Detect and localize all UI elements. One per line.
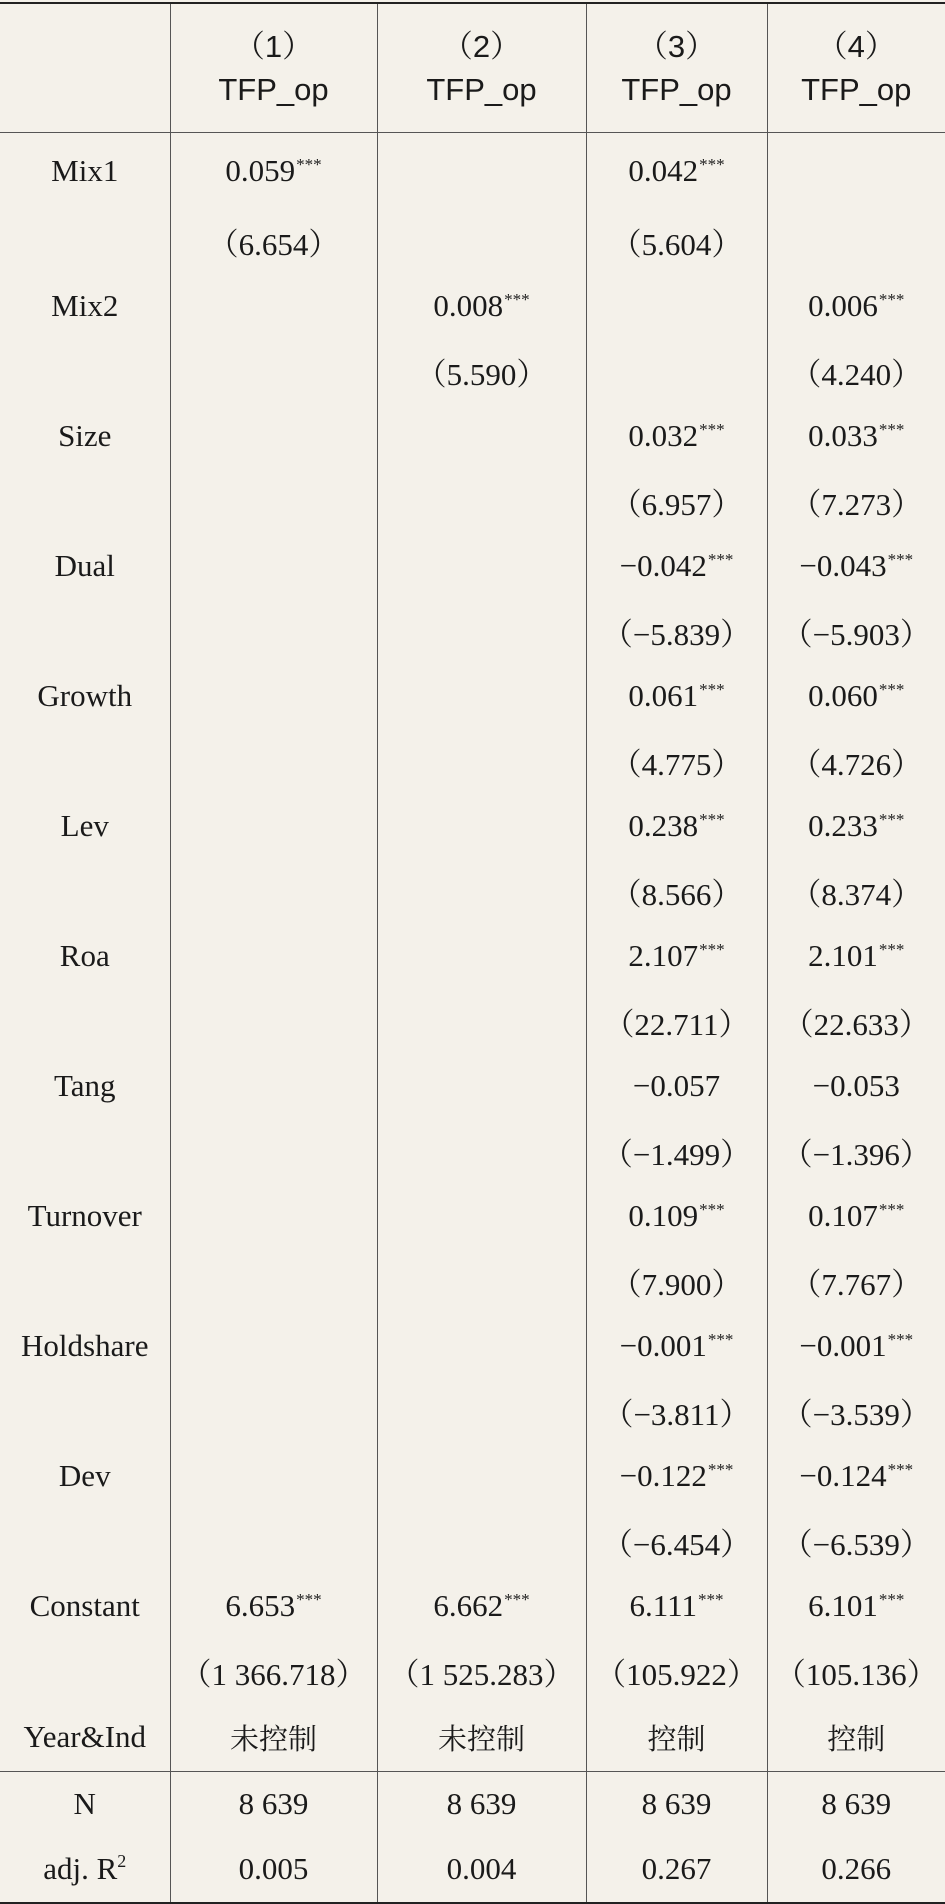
table-cell <box>377 1509 586 1574</box>
table-cell <box>767 1574 945 1639</box>
table-cell <box>170 924 377 989</box>
cell-value: 0.033 <box>808 418 878 453</box>
table-row <box>0 1639 945 1704</box>
cell-value: （7.767） <box>790 1267 922 1302</box>
cell-value: （8.566） <box>611 877 743 912</box>
table-cell <box>767 924 945 989</box>
stats-label: adj. R <box>43 1851 117 1886</box>
cell-value: 2.107 <box>628 938 698 973</box>
significance-stars: *** <box>879 1590 905 1609</box>
table-cell <box>767 274 945 339</box>
significance-stars: *** <box>504 290 530 309</box>
significance-stars: *** <box>879 680 905 699</box>
table-row <box>0 1509 945 1574</box>
table-cell <box>170 599 377 664</box>
table-cell <box>170 1314 377 1379</box>
table-row <box>0 339 945 404</box>
row-label: Growth <box>0 664 170 729</box>
table-cell <box>586 274 767 339</box>
significance-stars: *** <box>708 550 734 569</box>
significance-stars: *** <box>888 1330 914 1349</box>
row-label: Mix1 <box>0 133 170 209</box>
cell-value: 0.109 <box>628 1198 698 1233</box>
column-variable: TFP_op <box>171 68 377 111</box>
cell-value: 0.238 <box>628 808 698 843</box>
table-row <box>0 1379 945 1444</box>
cell-value: （1 525.283） <box>389 1657 575 1692</box>
table-row <box>0 664 945 729</box>
cell-value: 控制 <box>827 1722 885 1756</box>
superscript: 2 <box>117 1851 126 1871</box>
column-variable: TFP_op <box>768 68 945 111</box>
table-cell <box>586 1444 767 1509</box>
cell-value: （4.775） <box>611 747 743 782</box>
row-label: Tang <box>0 1054 170 1119</box>
cell-value: （4.726） <box>790 747 922 782</box>
table-cell <box>586 1119 767 1184</box>
row-label: Dev <box>0 1444 170 1509</box>
table-row <box>0 1704 945 1772</box>
table-row <box>0 469 945 534</box>
table-row <box>0 274 945 339</box>
cell-value: （105.922） <box>595 1657 758 1692</box>
stats-label-cell <box>0 1771 170 1837</box>
table-cell <box>170 1119 377 1184</box>
cell-value: （6.654） <box>208 227 340 262</box>
table-cell <box>170 794 377 859</box>
table-cell <box>170 1184 377 1249</box>
cell-value: （−1.396） <box>782 1137 931 1172</box>
column-header-2 <box>377 3 586 133</box>
cell-value: 0.107 <box>808 1198 878 1233</box>
cell-value: （8.374） <box>790 877 922 912</box>
table-cell <box>767 989 945 1054</box>
table-cell <box>767 1119 945 1184</box>
cell-value: 6.111 <box>630 1588 697 1623</box>
row-label: Year&Ind <box>0 1704 170 1772</box>
table-cell <box>170 1444 377 1509</box>
cell-value: −0.053 <box>813 1068 900 1103</box>
table-cell <box>170 1379 377 1444</box>
significance-stars: *** <box>296 155 322 174</box>
row-label <box>0 599 170 664</box>
cell-value: −0.122 <box>620 1458 707 1493</box>
cell-value: 0.059 <box>225 153 295 188</box>
table-cell <box>586 1379 767 1444</box>
table-cell <box>586 1249 767 1314</box>
table-cell <box>170 274 377 339</box>
row-label <box>0 339 170 404</box>
statistics-body <box>0 1771 945 1903</box>
table-cell <box>170 1704 377 1772</box>
table-cell <box>170 1054 377 1119</box>
column-variable: TFP_op <box>378 68 586 111</box>
significance-stars: *** <box>879 1200 905 1219</box>
cell-value: （−3.811） <box>602 1397 750 1432</box>
table-cell <box>377 1639 586 1704</box>
cell-value: 控制 <box>647 1722 705 1756</box>
table-cell <box>377 1054 586 1119</box>
significance-stars: *** <box>699 1200 725 1219</box>
row-label <box>0 1509 170 1574</box>
table-cell <box>377 133 586 209</box>
stats-label-cell <box>0 1837 170 1903</box>
table-cell <box>767 599 945 664</box>
table-row <box>0 1574 945 1639</box>
cell-value: 6.653 <box>225 1588 295 1623</box>
table-cell <box>586 209 767 274</box>
significance-stars: *** <box>888 1460 914 1479</box>
row-label: Holdshare <box>0 1314 170 1379</box>
row-label <box>0 729 170 794</box>
significance-stars: *** <box>504 1590 530 1609</box>
table-row <box>0 1314 945 1379</box>
table-cell <box>767 1639 945 1704</box>
row-label: Turnover <box>0 1184 170 1249</box>
cell-value: 6.662 <box>433 1588 503 1623</box>
cell-value: （105.136） <box>775 1657 938 1692</box>
significance-stars: *** <box>708 1460 734 1479</box>
column-header-1 <box>170 3 377 133</box>
table-cell <box>170 729 377 794</box>
significance-stars: *** <box>879 940 905 959</box>
cell-value: （−5.903） <box>782 617 931 652</box>
cell-value: 未控制 <box>230 1722 317 1756</box>
table-cell <box>767 404 945 469</box>
table-cell <box>586 469 767 534</box>
column-variable: TFP_op <box>587 68 767 111</box>
table-cell <box>767 664 945 729</box>
table-cell <box>377 534 586 599</box>
row-label <box>0 209 170 274</box>
table-cell <box>767 1704 945 1772</box>
table-cell <box>377 1184 586 1249</box>
table-cell <box>767 339 945 404</box>
table-cell <box>586 924 767 989</box>
cell-value: （7.273） <box>790 487 922 522</box>
cell-value: −0.043 <box>799 548 886 583</box>
table-row <box>0 209 945 274</box>
table-cell <box>586 1314 767 1379</box>
coefficient-body <box>0 133 945 1772</box>
table-cell <box>170 664 377 729</box>
table-cell <box>767 1249 945 1314</box>
significance-stars: *** <box>888 550 914 569</box>
table-cell <box>586 534 767 599</box>
table-cell <box>586 133 767 209</box>
significance-stars: *** <box>708 1330 734 1349</box>
stats-cell: 0.004 <box>377 1837 586 1903</box>
row-label: Size <box>0 404 170 469</box>
row-label <box>0 989 170 1054</box>
table-cell <box>377 1574 586 1639</box>
cell-value: 0.061 <box>628 678 698 713</box>
stats-label: N <box>74 1786 96 1821</box>
stats-row <box>0 1837 945 1903</box>
table-cell <box>586 1704 767 1772</box>
table-cell <box>170 534 377 599</box>
significance-stars: *** <box>699 680 725 699</box>
table-cell <box>586 1054 767 1119</box>
regression-table <box>0 2 945 1904</box>
row-label: Lev <box>0 794 170 859</box>
column-header-4 <box>767 3 945 133</box>
table-cell <box>377 989 586 1054</box>
significance-stars: *** <box>879 290 905 309</box>
table-row <box>0 729 945 794</box>
table-cell <box>377 1119 586 1184</box>
table-cell <box>586 1574 767 1639</box>
table-cell <box>170 133 377 209</box>
stats-cell: 0.005 <box>170 1837 377 1903</box>
table-cell <box>767 133 945 209</box>
table-cell <box>377 794 586 859</box>
table-cell <box>170 989 377 1054</box>
table-cell <box>377 339 586 404</box>
significance-stars: *** <box>296 1590 322 1609</box>
cell-value: −0.124 <box>799 1458 886 1493</box>
table-cell <box>170 1574 377 1639</box>
row-label: Constant <box>0 1574 170 1639</box>
cell-value: （−1.499） <box>602 1137 751 1172</box>
table-cell <box>170 339 377 404</box>
table-cell <box>377 469 586 534</box>
row-label: Mix2 <box>0 274 170 339</box>
table-cell <box>767 1444 945 1509</box>
table-cell <box>377 664 586 729</box>
table-cell <box>377 209 586 274</box>
table-row <box>0 1119 945 1184</box>
table-cell <box>767 1054 945 1119</box>
table-cell <box>586 1184 767 1249</box>
table-cell <box>767 859 945 924</box>
cell-value: 0.060 <box>808 678 878 713</box>
column-number: （3） <box>587 25 767 68</box>
cell-value: −0.001 <box>620 1328 707 1363</box>
stats-cell: 8 639 <box>377 1771 586 1837</box>
table-cell <box>377 404 586 469</box>
column-number: （2） <box>378 25 586 68</box>
table-cell <box>767 1314 945 1379</box>
row-label <box>0 469 170 534</box>
row-label <box>0 1379 170 1444</box>
table-cell <box>170 469 377 534</box>
table-cell <box>377 1314 586 1379</box>
table-cell <box>767 209 945 274</box>
header-row <box>0 3 945 133</box>
stats-cell: 8 639 <box>767 1771 945 1837</box>
cell-value: 6.101 <box>808 1588 878 1623</box>
table-cell <box>377 1444 586 1509</box>
significance-stars: *** <box>699 420 725 439</box>
table-cell <box>377 1249 586 1314</box>
table-cell <box>767 469 945 534</box>
table-row <box>0 859 945 924</box>
cell-value: −0.001 <box>799 1328 886 1363</box>
stats-row <box>0 1771 945 1837</box>
table-cell <box>586 599 767 664</box>
table-cell <box>586 794 767 859</box>
table-cell <box>377 599 586 664</box>
table-row <box>0 599 945 664</box>
cell-value: −0.057 <box>633 1068 720 1103</box>
table-cell <box>586 339 767 404</box>
stats-cell: 8 639 <box>170 1771 377 1837</box>
column-header-3 <box>586 3 767 133</box>
table-cell <box>170 1509 377 1574</box>
significance-stars: *** <box>879 420 905 439</box>
table-row <box>0 1054 945 1119</box>
cell-value: 0.032 <box>628 418 698 453</box>
table-cell <box>586 404 767 469</box>
cell-value: （5.604） <box>611 227 743 262</box>
table-row <box>0 1184 945 1249</box>
cell-value: 0.042 <box>628 153 698 188</box>
row-label <box>0 1249 170 1314</box>
cell-value: （1 366.718） <box>181 1657 367 1692</box>
cell-value: （−5.839） <box>602 617 751 652</box>
column-number: （1） <box>171 25 377 68</box>
table-cell <box>767 534 945 599</box>
significance-stars: *** <box>699 810 725 829</box>
table-cell <box>377 729 586 794</box>
table-cell <box>377 274 586 339</box>
table-cell <box>170 1639 377 1704</box>
cell-value: （−6.539） <box>782 1527 931 1562</box>
significance-stars: *** <box>699 155 725 174</box>
cell-value: （22.633） <box>783 1007 930 1042</box>
table-row <box>0 404 945 469</box>
row-label: Roa <box>0 924 170 989</box>
table-cell <box>586 859 767 924</box>
table-cell <box>170 859 377 924</box>
table-cell <box>586 729 767 794</box>
table-cell <box>586 1509 767 1574</box>
cell-value: （4.240） <box>790 357 922 392</box>
cell-value: 2.101 <box>808 938 878 973</box>
table-row <box>0 924 945 989</box>
cell-value: 未控制 <box>438 1722 525 1756</box>
table-cell <box>170 1249 377 1314</box>
header-corner <box>0 3 170 133</box>
stats-cell: 8 639 <box>586 1771 767 1837</box>
table-cell <box>767 729 945 794</box>
table-row <box>0 1249 945 1314</box>
cell-value: （−3.539） <box>782 1397 931 1432</box>
significance-stars: *** <box>699 940 725 959</box>
significance-stars: *** <box>879 810 905 829</box>
table-cell <box>767 1379 945 1444</box>
row-label <box>0 1119 170 1184</box>
cell-value: （7.900） <box>611 1267 743 1302</box>
table-row <box>0 794 945 859</box>
column-number: （4） <box>768 25 945 68</box>
table-row <box>0 534 945 599</box>
cell-value: （22.711） <box>603 1007 749 1042</box>
cell-value: 0.008 <box>433 288 503 323</box>
table-row <box>0 1444 945 1509</box>
table-cell <box>377 1379 586 1444</box>
cell-value: 0.006 <box>808 288 878 323</box>
cell-value: −0.042 <box>620 548 707 583</box>
table-cell <box>586 989 767 1054</box>
cell-value: （6.957） <box>611 487 743 522</box>
table-row <box>0 989 945 1054</box>
table-cell <box>377 924 586 989</box>
stats-cell: 0.266 <box>767 1837 945 1903</box>
row-label <box>0 1639 170 1704</box>
cell-value: （5.590） <box>416 357 548 392</box>
significance-stars: *** <box>698 1590 724 1609</box>
cell-value: 0.233 <box>808 808 878 843</box>
table-cell <box>586 664 767 729</box>
stats-cell: 0.267 <box>586 1837 767 1903</box>
table-cell <box>377 859 586 924</box>
table-cell <box>767 794 945 859</box>
table-row <box>0 133 945 209</box>
table-cell <box>767 1509 945 1574</box>
cell-value: （−6.454） <box>602 1527 751 1562</box>
table-cell <box>170 404 377 469</box>
table-cell <box>767 1184 945 1249</box>
table-cell <box>170 209 377 274</box>
row-label: Dual <box>0 534 170 599</box>
table-cell <box>586 1639 767 1704</box>
row-label <box>0 859 170 924</box>
table-cell <box>377 1704 586 1772</box>
